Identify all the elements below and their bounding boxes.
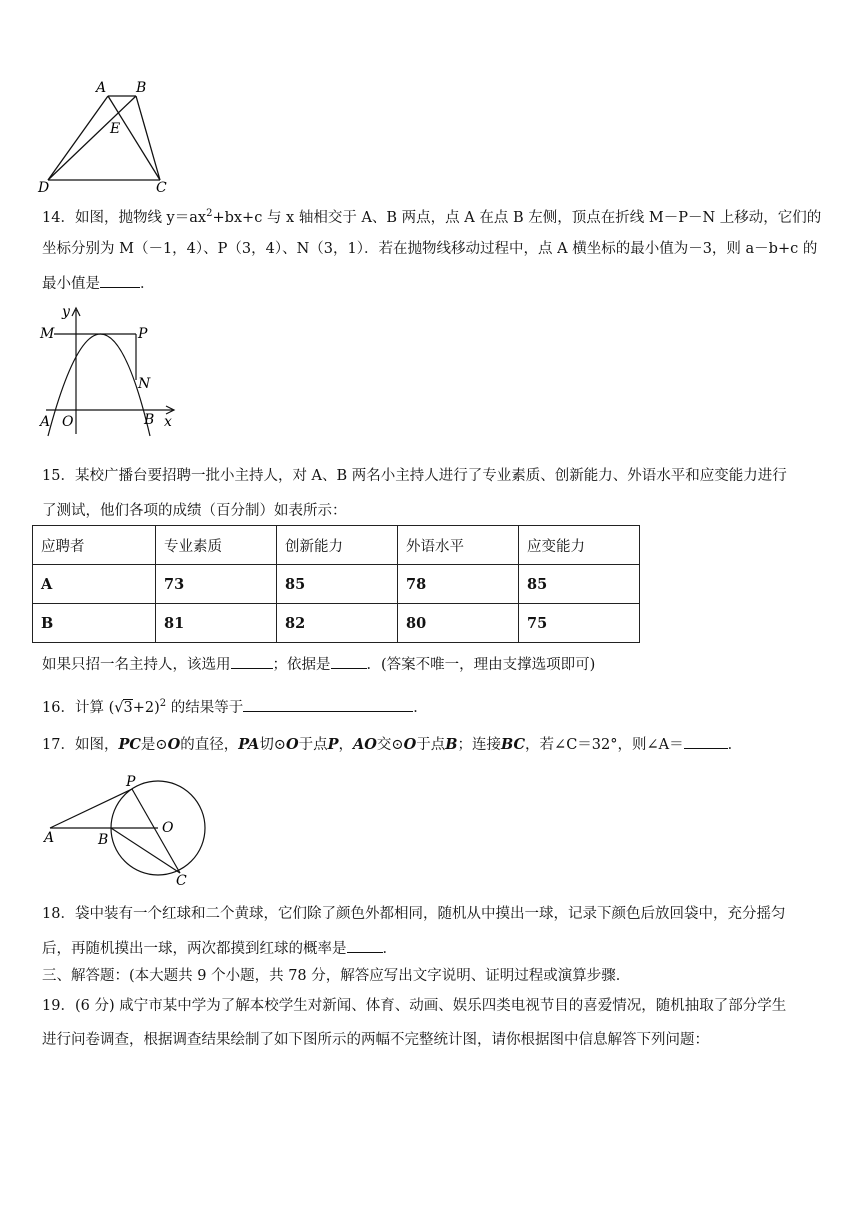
q17-AO: AO — [353, 736, 377, 753]
q17-P: P — [327, 736, 339, 753]
q15-line2: 了测试，他们各项的成绩（百分制）如表所示： — [42, 503, 347, 519]
trapezoid-figure — [36, 78, 176, 196]
q14-line2: 坐标分别为 M（－1，4）、P（3，4）、N（3，1）．若在抛物线移动过程中，点 A 横坐标的最小值为－3，则 a－b+c 的 — [42, 241, 818, 257]
fig17-label-P: P — [126, 774, 136, 790]
fig14-label-B: B — [144, 412, 155, 428]
fig14-label-M: M — [40, 326, 55, 342]
q14-text-c: 最小值是 — [42, 276, 100, 292]
label-A: A — [96, 80, 107, 96]
q18-line1: 18．袋中装有一个红球和二个黄球，它们除了颜色外都相同，随机从中摸出一球，记录下颜色后放回袋中，充分摇匀 — [42, 906, 786, 922]
q16-exponent: 2 — [159, 698, 167, 709]
section-heading: 三、解答题：(本大题共 9 个小题，共 78 分，解答应写出文字说明、证明过程或演算步骤． — [42, 968, 631, 984]
q17-end: ． — [727, 737, 743, 753]
q17-BC: BC — [500, 736, 526, 753]
fig14-label-P: P — [138, 326, 148, 342]
label-E: E — [110, 121, 121, 137]
table-header-row — [33, 526, 640, 565]
fig17-label-C: C — [176, 873, 187, 889]
sqrt-argument: 3 — [123, 699, 133, 716]
q16-plus: +2) — [132, 699, 160, 716]
q15-text-a: 如果只招一名主持人，该选用 — [42, 657, 231, 673]
q18-line2 — [42, 938, 397, 959]
q15-line1: 15．某校广播台要招聘一批小主持人，对 A、B 两名小主持人进行了专业素质、创新能力、外语水平和应变能力进行 — [42, 468, 787, 484]
q17-answer-blank[interactable] — [684, 734, 728, 749]
q17-t14: 于点 — [416, 737, 446, 753]
q17-t18: ，若∠C＝32°，则∠A＝ — [525, 737, 684, 753]
parabola-figure — [36, 302, 186, 442]
table-cell: A — [33, 565, 156, 604]
fig17-label-A: A — [44, 830, 55, 846]
q17-t2: 是⊙ — [140, 737, 168, 753]
table-header-cell: 专业素质 — [156, 526, 277, 565]
q17-PC: PC — [118, 736, 141, 753]
q17-t12: 交⊙ — [376, 737, 404, 753]
q17-t16: ；连接 — [457, 737, 501, 753]
q17-t6: 切⊙ — [259, 737, 286, 753]
table-cell: 75 — [519, 604, 640, 643]
q19-line1: 19．(6 分) 咸宁市某中学为了解本校学生对新闻、体育、动画、娱乐四类电视节目的喜爱情况，随机抽取了部分学生 — [42, 998, 787, 1014]
table-cell: B — [33, 604, 156, 643]
table-cell: 81 — [156, 604, 277, 643]
table-cell: 80 — [398, 604, 519, 643]
q18-text: 后，再随机摸出一球，两次都摸到红球的概率是 — [42, 941, 347, 957]
table-cell: 73 — [156, 565, 277, 604]
fig14-label-x: x — [164, 414, 172, 430]
q18-end: ． — [382, 941, 397, 957]
q14-text-b: +bx+c 与 x 轴相交于 A、B 两点，点 A 在点 B 左侧，顶点在折线 M－P－N 上移动，它们的 — [212, 209, 822, 226]
fig14-label-A: A — [40, 414, 51, 430]
q15-text-b: ；依据是 — [272, 657, 331, 673]
q15-after-table — [42, 654, 595, 675]
q17-line — [42, 734, 742, 755]
q14-line3 — [42, 273, 155, 294]
table-row — [33, 604, 640, 643]
q15-text-c: ．(答案不唯一，理由支撑选项即可) — [366, 657, 596, 673]
q16-line — [42, 694, 428, 718]
fig17-label-O: O — [162, 820, 174, 836]
circle-tangent-figure — [40, 772, 220, 890]
q15-choice-blank[interactable] — [231, 654, 273, 669]
table-cell: 85 — [519, 565, 640, 604]
q14-exponent: 2 — [206, 208, 213, 219]
table-cell: 78 — [398, 565, 519, 604]
q17-B: B — [445, 736, 458, 753]
label-B: B — [136, 80, 147, 96]
q14-end: ． — [140, 276, 155, 292]
label-C: C — [156, 180, 167, 196]
label-D: D — [38, 180, 50, 196]
q16-expression: $(√3+2)^2$ — [108, 698, 167, 716]
q16-prefix: 16．计算 — [42, 699, 104, 716]
fig14-label-N: N — [138, 376, 151, 392]
q15-reason-blank[interactable] — [331, 654, 367, 669]
q17-O: O — [167, 736, 181, 753]
table-header-cell: 外语水平 — [398, 526, 519, 565]
q14-line1 — [42, 204, 821, 228]
q17-PA: PA — [238, 736, 260, 753]
q17-t10: ， — [338, 737, 354, 753]
q14-text-a: 14．如图，抛物线 y＝ax — [42, 209, 207, 226]
table-header-cell: 应变能力 — [519, 526, 640, 565]
scores-table — [32, 525, 640, 643]
table-header-cell: 应聘者 — [33, 526, 156, 565]
sqrt-sign: √ — [114, 699, 124, 716]
table-row — [33, 565, 640, 604]
q17-O3: O — [403, 736, 417, 753]
q17-num: 17．如图， — [42, 737, 119, 753]
q17-O2: O — [285, 736, 299, 753]
fig17-label-B: B — [98, 832, 109, 848]
table-cell: 85 — [277, 565, 398, 604]
q17-t4: 的直径， — [180, 737, 239, 753]
q19-line2: 进行问卷调查，根据调查结果绘制了如下图所示的两幅不完整统计图，请你根据图中信息解答下列问题： — [42, 1032, 709, 1048]
q18-answer-blank[interactable] — [347, 938, 383, 953]
fig14-label-y: y — [62, 304, 70, 320]
q16-answer-blank[interactable] — [243, 697, 413, 712]
q17-t8: 于点 — [298, 737, 328, 753]
q16-end: ． — [413, 699, 428, 716]
fig14-label-O: O — [62, 414, 74, 430]
q14-answer-blank[interactable] — [100, 273, 140, 288]
table-header-cell: 创新能力 — [277, 526, 398, 565]
q16-suffix: 的结果等于 — [170, 699, 244, 716]
table-cell: 82 — [277, 604, 398, 643]
